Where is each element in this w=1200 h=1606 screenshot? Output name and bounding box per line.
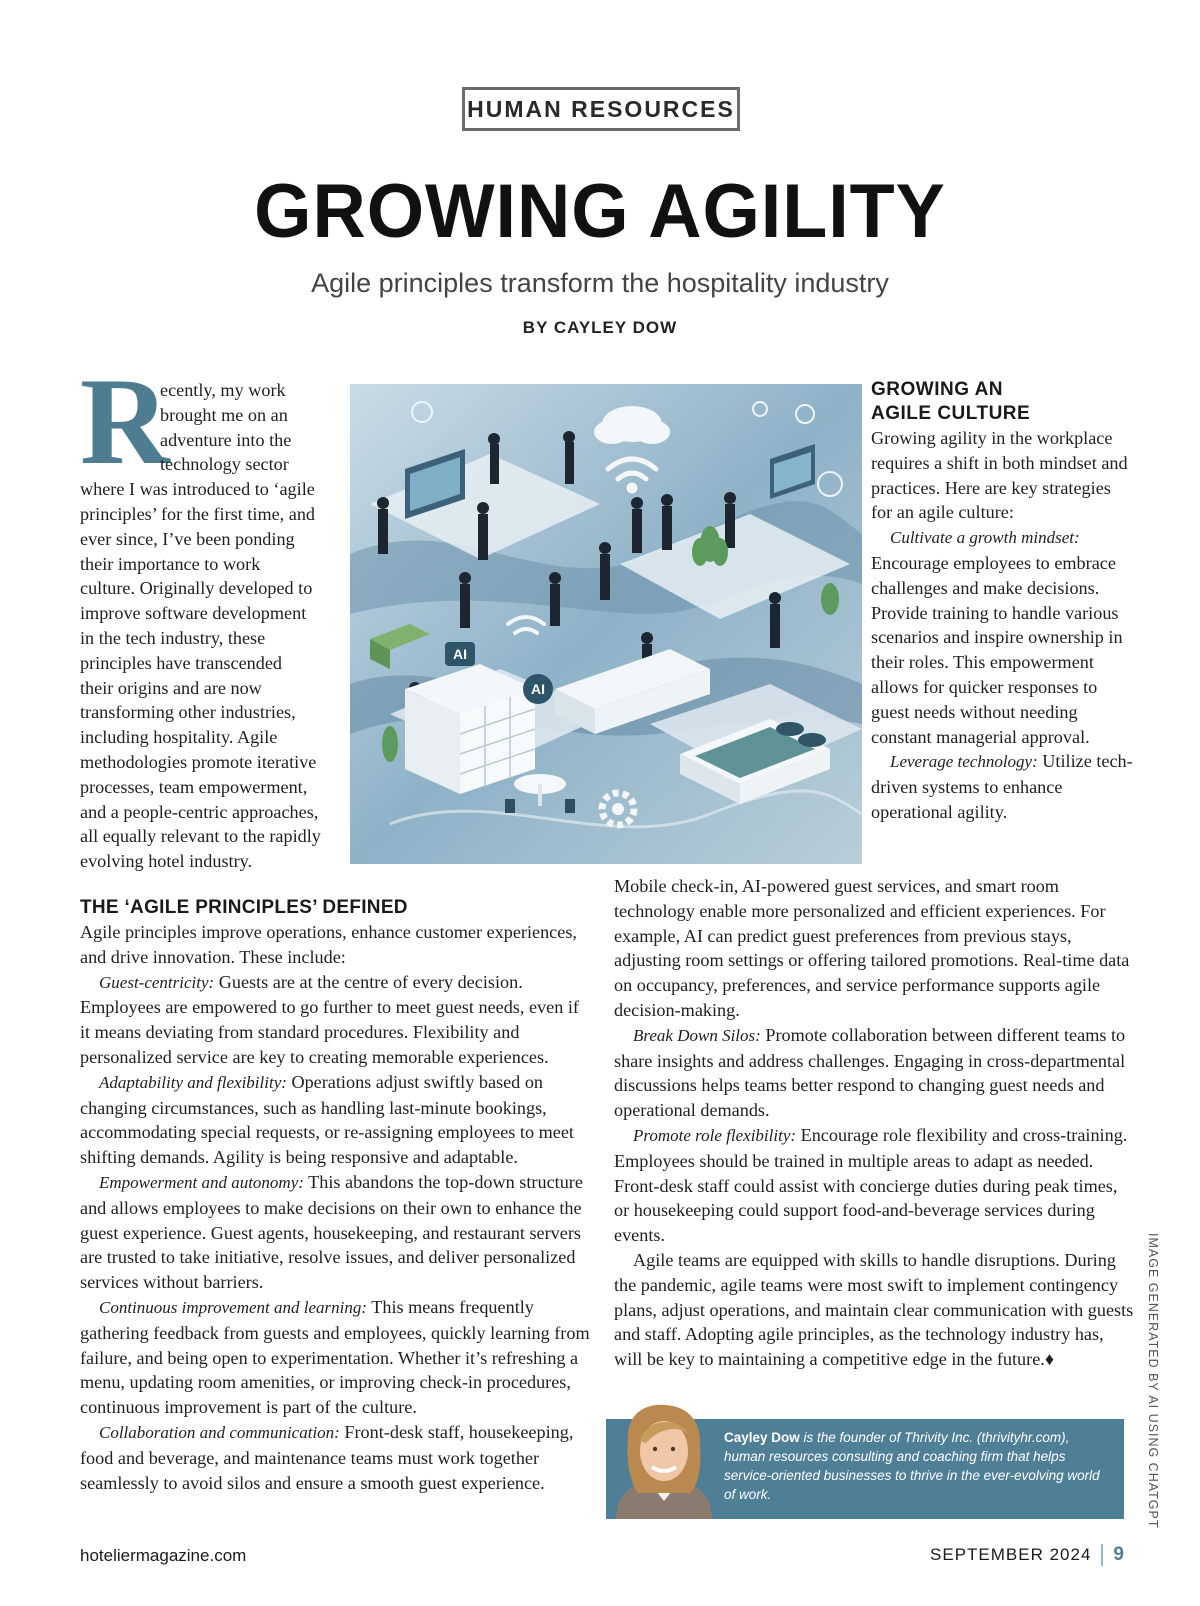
footer-date: SEPTEMBER 2024 xyxy=(930,1545,1092,1564)
intro-line: brought me on an xyxy=(160,404,288,425)
author-name: Cayley Dow xyxy=(724,1430,800,1445)
intro-line: ever since, I’ve been ponding xyxy=(80,528,295,549)
section-heading: THE ‘AGILE PRINCIPLES’ DEFINED xyxy=(80,897,408,918)
paragraph xyxy=(871,525,1133,749)
author-bio xyxy=(724,1428,1109,1504)
column-right xyxy=(871,378,1133,825)
intro-line: evolving hotel industry. xyxy=(80,851,253,872)
end-mark: ♦ xyxy=(1044,1349,1055,1370)
paragraph-text: This means frequently gathering feedback from guests and employees, quickly learning from failure, and being open to experimentation. Whether it’s refreshing a menu, updating room amenities, or improving check-in procedures, continuous improvement is part of the culture. xyxy=(80,1296,590,1418)
author-bio-box xyxy=(606,1419,1124,1519)
term: Cultivate a growth mindset: xyxy=(890,528,1080,548)
intro-line: transforming other industries, xyxy=(80,702,296,723)
page-number: 9 xyxy=(1113,1544,1124,1565)
term: Adaptability and flexibility: xyxy=(99,1072,287,1092)
paragraph xyxy=(80,1295,593,1420)
intro-line: principles have transcended xyxy=(80,652,282,673)
paragraph: Agile principles improve operations, enhance customer experiences, and drive innovation. These include: xyxy=(80,922,577,967)
footer-issue xyxy=(930,1544,1124,1566)
author-portrait xyxy=(606,1401,722,1519)
paragraph: Growing agility in the workplace requires a shift in both mindset and practices. Here are key strategies for an agile culture: xyxy=(871,428,1128,523)
intro-line: processes, team empowerment, xyxy=(80,776,308,797)
subtitle: Agile principles transform the hospitality industry xyxy=(311,268,889,298)
paragraph xyxy=(614,1248,1134,1372)
intro-line: technology sector xyxy=(160,454,289,475)
paragraph-text: Encourage employees to embrace challenges and make decisions. Provide training to handle various scenarios and inspire ownership in their roles. This empowerment allows for quicker responses to guest needs without needing constant managerial approval. xyxy=(871,552,1123,747)
intro-line: ecently, my work xyxy=(160,380,286,400)
section-label: HUMAN RESOURCES xyxy=(462,87,740,131)
term: Promote role flexibility: xyxy=(633,1125,797,1145)
author-bio-text: is the founder of Thrivity Inc. (thrivityhr.com), human resources consulting and coaching firm that helps service-oriented businesses to thrive in the ever-evolving world of work. xyxy=(724,1430,1100,1502)
paragraph xyxy=(80,1420,593,1495)
paragraph-text: This abandons the top-down structure and allows employees to make decisions on their own to enhance the guest experience. Guest agents, housekeeping, and restaurant servers are trusted to take initiative, resolve issues, and deliver personalized services without barriers. xyxy=(80,1171,583,1293)
section-heading: AGILE CULTURE xyxy=(871,403,1031,424)
section-heading: GROWING AN xyxy=(871,379,1004,400)
byline: BY CAYLEY DOW xyxy=(522,318,678,337)
paragraph-text: Utilize tech-driven systems to enhance operational agility. xyxy=(871,751,1133,822)
intro-line: including hospitality. Agile xyxy=(80,727,278,748)
author-photo xyxy=(606,1401,722,1519)
ai-badge-text: AI xyxy=(531,681,545,697)
footer-site: hoteliermagazine.com xyxy=(80,1546,247,1565)
paragraph: Mobile check-in, AI-powered guest services, and smart room technology enable more personalized and efficient experiences. For example, AI can predict guest preferences from previous stays, adjusting room settings or offering tailored promotions. Real-time data on occupancy, preferences, and service performance supports agile decision-making. xyxy=(614,876,1130,1020)
intro-line: where I was introduced to ‘agile xyxy=(80,479,315,500)
term: Empowerment and autonomy: xyxy=(99,1172,304,1192)
intro-line: in the tech industry, these xyxy=(80,627,266,648)
paragraph xyxy=(80,1170,593,1295)
term: Continuous improvement and learning: xyxy=(99,1297,368,1317)
intro-line: culture. Originally developed to xyxy=(80,578,313,599)
paragraph-text: Guests are at the centre of every decision. Employees are empowered to go further to meet guest needs, even if it means deviating from standard procedures. Flexibility and personalized service are key to creating memorable experiences. xyxy=(80,971,579,1067)
paragraph xyxy=(80,970,593,1070)
intro-line: methodologies promote iterative xyxy=(80,751,317,772)
intro-line: improve software development xyxy=(80,603,307,624)
paragraph xyxy=(80,1070,593,1170)
paragraph xyxy=(614,1123,1134,1248)
term: Collaboration and communication: xyxy=(99,1422,340,1442)
image-credit: IMAGE GENERATED BY AI USING CHATGPT xyxy=(1146,1233,1160,1529)
paragraph-text: Front-desk staff, housekeeping, food and beverage, and maintenance teams must work together seamlessly to avoid silos and ensure a smooth guest experience. xyxy=(80,1421,574,1493)
intro-line: their origins and are now xyxy=(80,677,262,698)
column-left xyxy=(80,896,593,1495)
page-title: GROWING AGILITY xyxy=(254,169,946,254)
term: Leverage technology: xyxy=(890,752,1038,772)
intro-line: and a people-centric approaches, xyxy=(80,801,319,822)
isometric-hotel-illustration xyxy=(350,384,862,864)
column-middle xyxy=(614,874,1134,1372)
intro-paragraph xyxy=(80,378,345,872)
paragraph-text: Encourage role flexibility and cross-training. Employees should be trained in multiple areas to adapt as needed. Front-desk staff could assist with concierge duties during peak times, or housekeeping could support food-and-beverage services during events. xyxy=(614,1124,1128,1246)
paragraph xyxy=(614,1023,1134,1123)
intro-line: principles’ for the first time, and xyxy=(80,503,316,524)
paragraph-text: Operations adjust swiftly based on changing circumstances, such as handling last-minute bookings, accommodating special requests, or re-assigning employees to meet shifting demands. Agility is being responsive and adaptable. xyxy=(80,1071,574,1168)
term: Guest-centricity: xyxy=(99,972,215,992)
paragraph-text: Agile teams are equipped with skills to handle disruptions. During the pandemic, agile teams were most swift to implement contingency plans, adjust operations, and maintain clear communication with guests and staff. Adopting agile principles, as the technology industry has, will be key to maintaining a competitive edge in the future. xyxy=(614,1249,1134,1370)
intro-line: their importance to work xyxy=(80,553,261,574)
intro-line: adventure into the xyxy=(160,429,292,450)
footer-divider xyxy=(1101,1544,1103,1566)
term: Break Down Silos: xyxy=(633,1025,761,1045)
intro-line: all equally relevant to the rapidly xyxy=(80,826,321,847)
bookshelf xyxy=(405,664,535,794)
paragraph-text: Promote collaboration between different teams to share insights and address challenges. Engaging in cross-departmental discussions helps teams better respond to changing guest needs and operational demands. xyxy=(614,1024,1126,1121)
hero-illustration xyxy=(350,384,862,864)
drop-cap: R xyxy=(80,353,170,490)
ai-badge-text: AI xyxy=(453,646,467,662)
paragraph xyxy=(871,749,1133,824)
